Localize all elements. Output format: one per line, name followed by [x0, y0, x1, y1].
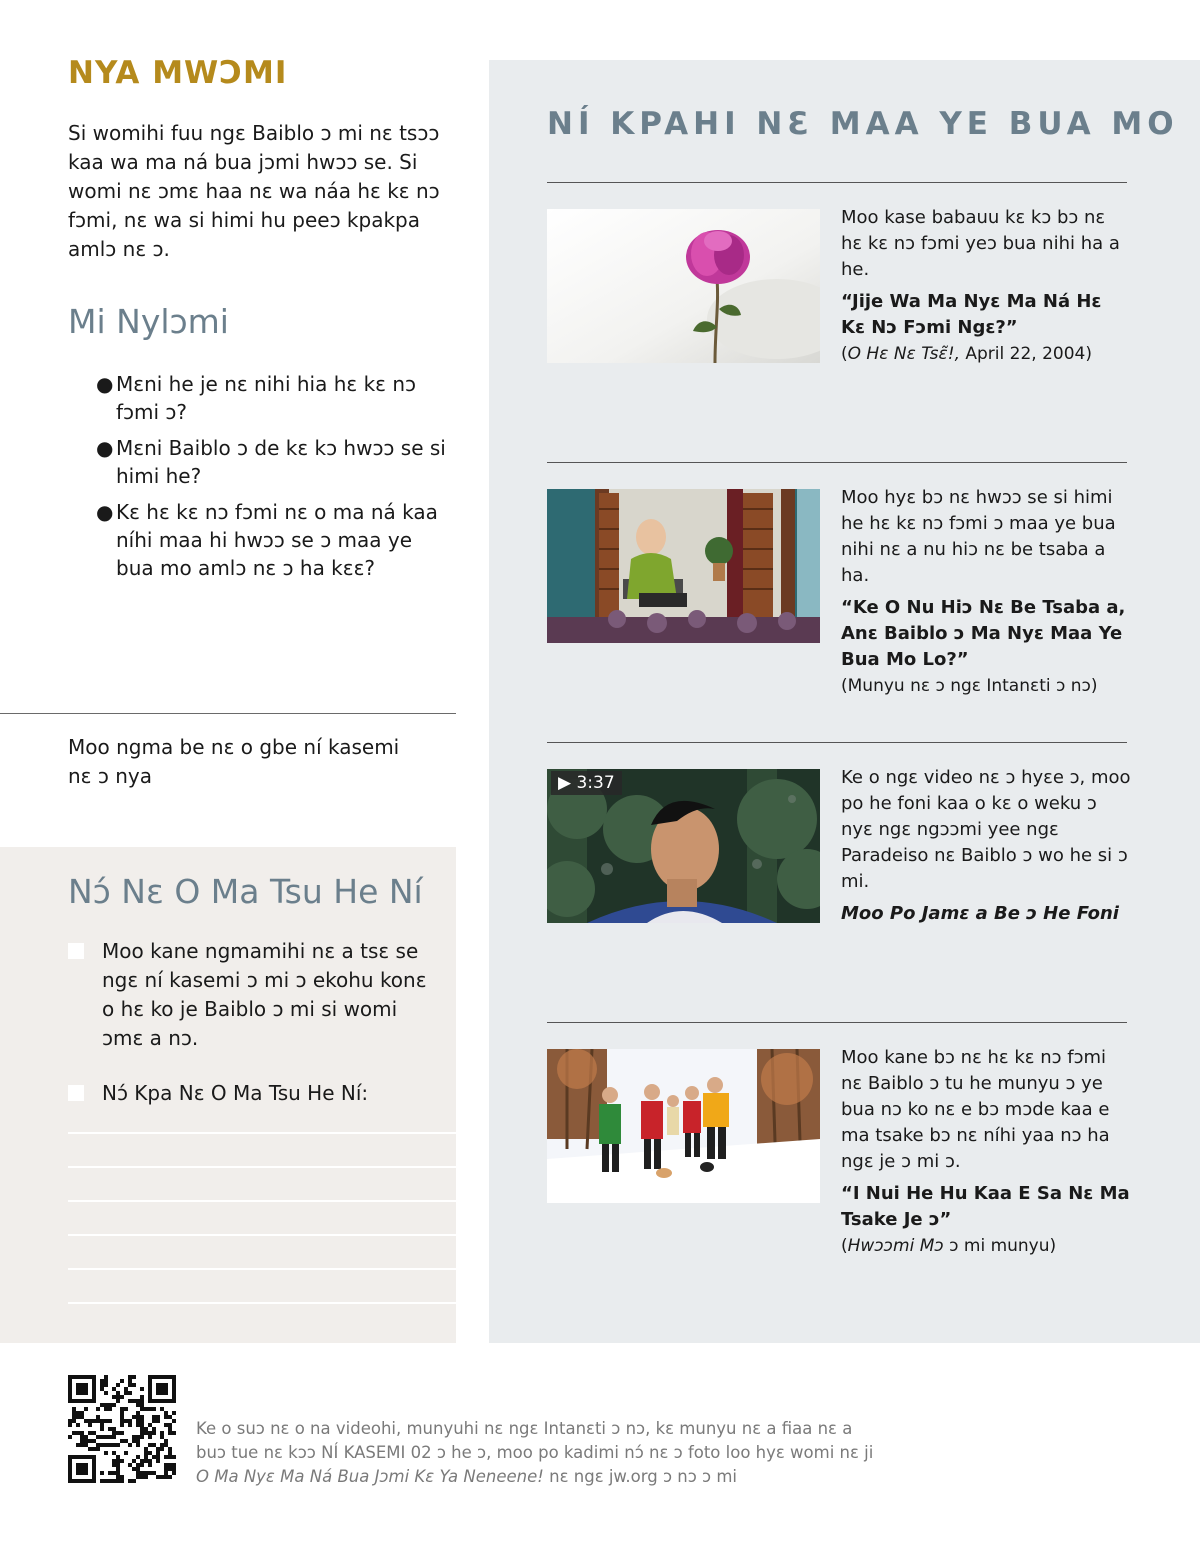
- checklist-item[interactable]: [68, 1079, 438, 1108]
- bullet-icon: ●: [96, 372, 114, 396]
- write-line[interactable]: [68, 1200, 456, 1202]
- resource-text: [841, 485, 1131, 699]
- question-text: Mɛni he je nɛ nihi hia hɛ kɛ nɔ fɔmi ɔ?: [116, 372, 416, 424]
- publication-note: ɔ mi munyu): [943, 1236, 1057, 1256]
- resource-description: Moo kane bɔ nɛ hɛ kɛ nɔ fɔmi nɛ Baiblo ɔ tu he munyu ɔ ye bua nɔ ko nɛ e bɔ mɔde kaa e ma tsake bɔ nɛ níhi yaa nɔ ha ngɛ je ɔ mi ɔ.: [841, 1047, 1110, 1172]
- resource-source: (Munyu nɛ ɔ ngɛ Intanɛti ɔ nɔ): [841, 676, 1098, 696]
- question-text: Kɛ hɛ kɛ nɔ fɔmi nɛ o ma ná kaa níhi maa hi hwɔɔ se ɔ maa ye bua mo amlɔ nɛ ɔ ha kɛɛ?: [116, 500, 438, 580]
- checkbox[interactable]: [68, 1085, 84, 1101]
- divider: [547, 182, 1127, 183]
- divider: [547, 742, 1127, 743]
- video-duration-badge: [551, 771, 622, 795]
- write-line[interactable]: [68, 1268, 456, 1270]
- resource-title[interactable]: “I Nui He Hu Kaa E Sa Nɛ Ma Tsake Je ɔ”: [841, 1183, 1130, 1230]
- question-item: [96, 434, 456, 490]
- publication-date: April 22, 2004): [959, 344, 1092, 364]
- resource-text: [841, 205, 1131, 367]
- play-icon: ▶: [558, 773, 572, 793]
- section-title: NYA MWƆMI: [68, 55, 288, 91]
- resource-title[interactable]: “Ke O Nu Hiɔ Nɛ Be Tsaba a, Anɛ Baiblo ɔ Ma Nyɛ Maa Ye Bua Mo Lo?”: [841, 597, 1126, 670]
- footer-note: [196, 1417, 876, 1489]
- bullet-icon: ●: [96, 436, 114, 460]
- wheelchair-man-image[interactable]: [547, 489, 820, 643]
- question-text: Mɛni Baiblo ɔ de kɛ kɔ hwɔɔ se si himi he?: [116, 436, 446, 488]
- family-snow-image[interactable]: [547, 1049, 820, 1203]
- resource-source: (Hwɔɔmi Mɔ ɔ mi munyu): [841, 1236, 1057, 1256]
- goals-title: Nɔ́ Nɛ O Ma Tsu He Ní: [68, 872, 423, 911]
- resource-description: Moo kase babauu kɛ kɔ bɔ nɛ hɛ kɛ nɔ fɔmi yeɔ bua nihi ha a he.: [841, 207, 1120, 280]
- write-line[interactable]: [68, 1302, 456, 1304]
- checklist-text: Nɔ́ Kpa Nɛ O Ma Tsu He Ní:: [102, 1081, 369, 1105]
- bullet-icon: ●: [96, 500, 114, 524]
- checklist-text: Moo kane ngmamihi nɛ a tsɛ se ngɛ ní kasemi ɔ mi ɔ ekohu konɛ o hɛ ko je Baiblo ɔ mi si womi ɔmɛ a nɔ.: [102, 939, 427, 1050]
- footer-text-end: nɛ ngɛ jw.org ɔ nɔ ɔ mi: [543, 1467, 738, 1486]
- question-item: [96, 498, 456, 582]
- panel-title: NÍ KPAHI NƐ MAA YE BUA MO: [547, 106, 1179, 142]
- checklist-item[interactable]: [68, 937, 438, 1053]
- resource-text: [841, 765, 1131, 927]
- checkbox[interactable]: [68, 943, 84, 959]
- video-duration: 3:37: [576, 773, 615, 793]
- resource-title[interactable]: “Jije Wa Ma Nyɛ Ma Ná Hɛ Kɛ Nɔ Fɔmi Ngɛ?”: [841, 291, 1102, 338]
- questions-list: [96, 370, 456, 590]
- divider: [547, 1022, 1127, 1023]
- completion-note: Moo ngma be nɛ o gbe ní kasemi nɛ ɔ nya: [68, 735, 400, 788]
- write-line[interactable]: [68, 1166, 456, 1168]
- write-line[interactable]: [68, 1132, 456, 1134]
- write-line[interactable]: [68, 1234, 456, 1236]
- resource-description: Moo hyɛ bɔ nɛ hwɔɔ se si himi he hɛ kɛ nɔ fɔmi ɔ maa ye bua nihi nɛ a nu hiɔ nɛ be tsaba a ha.: [841, 487, 1116, 586]
- left-intro: [68, 55, 458, 264]
- resource-title[interactable]: Moo Po Jamɛ a Be ɔ He Foni: [841, 903, 1119, 924]
- publication-name: Hwɔɔmi Mɔ: [847, 1236, 944, 1256]
- qr-code-icon[interactable]: [68, 1375, 176, 1483]
- divider: [547, 462, 1127, 463]
- resource-text: [841, 1045, 1131, 1259]
- resource-source: (O Hɛ Nɛ Tsɛ̃!, April 22, 2004): [841, 344, 1092, 364]
- questions-title: Mi Nylɔmi: [68, 302, 229, 341]
- footer-text: Ke o suɔ nɛ o na videohi, munyuhi nɛ ngɛ Intanɛti ɔ nɔ, kɛ munyu nɛ a fiaa nɛ a buɔ tue nɛ kɔɔ NÍ KASEMI 02 ɔ he ɔ, moo po kadimi nɔ́ nɛ ɔ foto loo hyɛ womi nɛ ji: [196, 1419, 874, 1462]
- video-thumbnail[interactable]: [547, 769, 820, 923]
- intro-paragraph: Si womihi fuu ngɛ Baiblo ɔ mi nɛ tsɔɔ kaa wa ma ná bua jɔmi hwɔɔ se. Si womi nɛ ɔmɛ haa nɛ wa náa hɛ kɛ nɔ fɔmi, nɛ wa si himi hu peeɔ kpakpa amlɔ nɛ ɔ.: [68, 121, 440, 261]
- resource-description: Ke o ngɛ video nɛ ɔ hyɛe ɔ, moo po he foni kaa o kɛ o weku ɔ nyɛ ngɛ ngɔɔmi yee ngɛ Paradeiso nɛ Baiblo ɔ wo he si ɔ mi.: [841, 767, 1131, 892]
- publication-name: O Hɛ Nɛ Tsɛ̃!,: [847, 344, 960, 364]
- divider: [0, 713, 456, 714]
- flower-image[interactable]: [547, 209, 820, 363]
- footer-publication: O Ma Nyɛ Ma Ná Bua Jɔmi Kɛ Ya Neneene!: [196, 1467, 544, 1486]
- question-item: [96, 370, 456, 426]
